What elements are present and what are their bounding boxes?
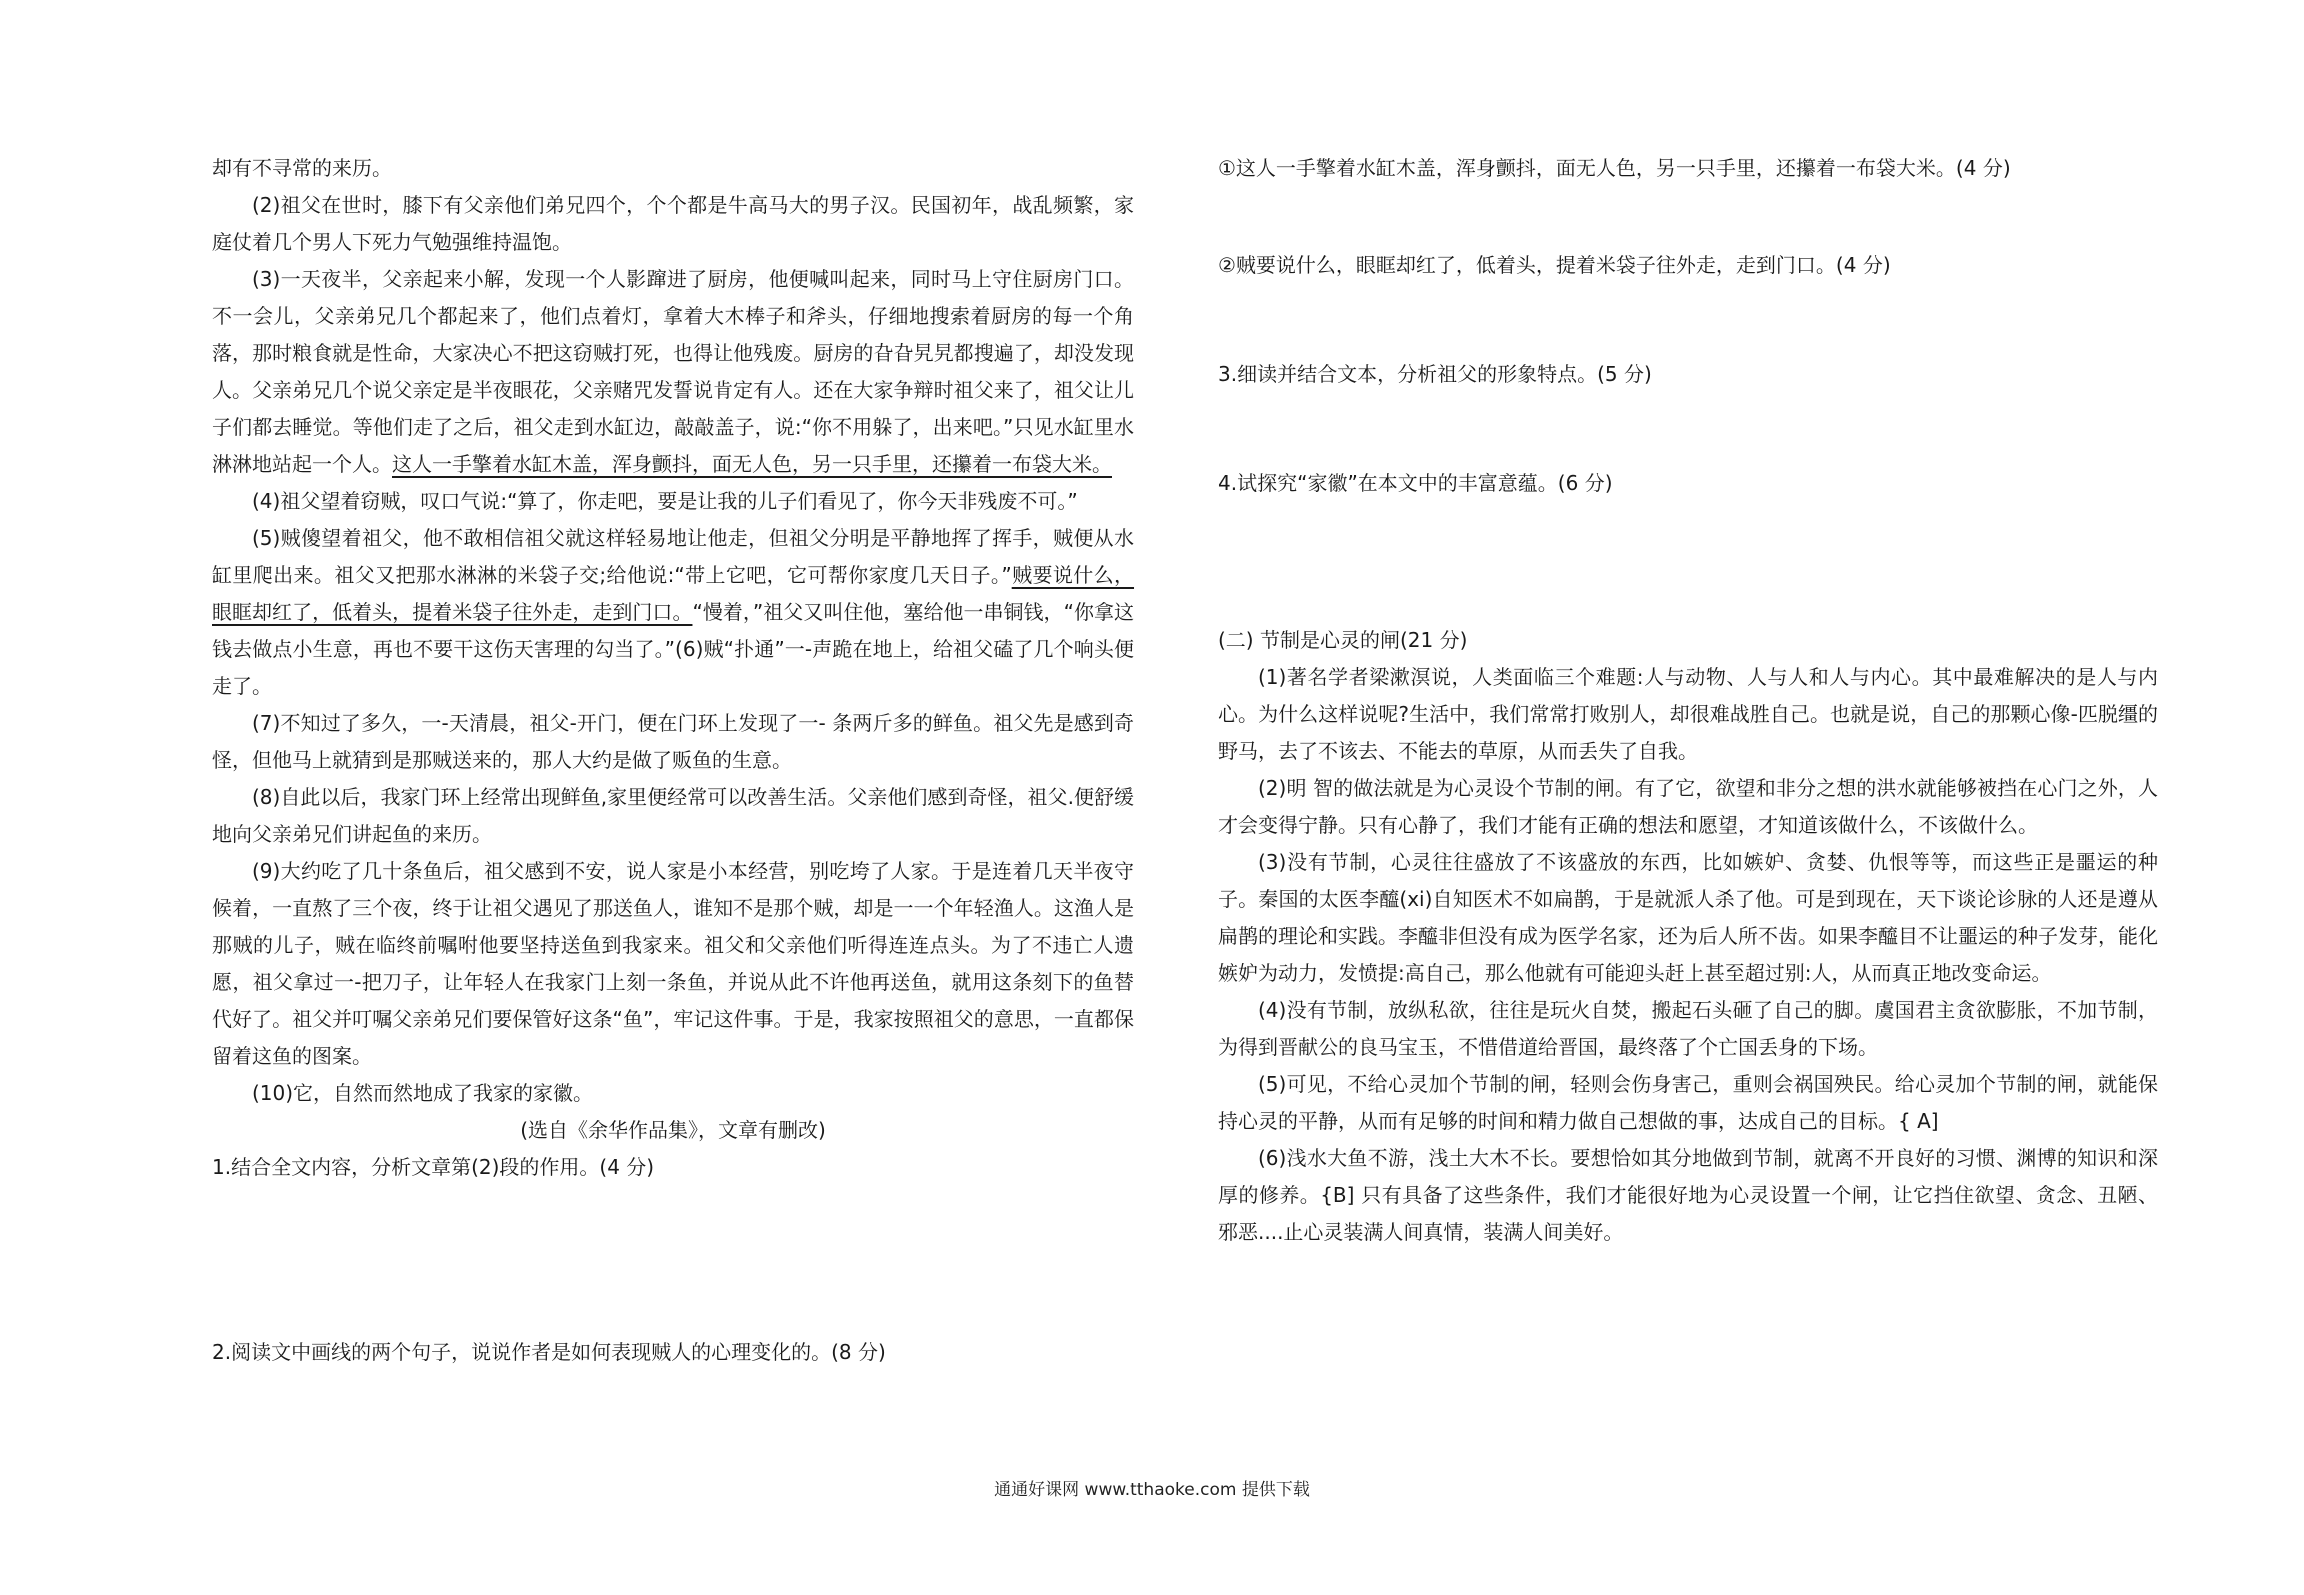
question-1: 1.结合全文内容，分析文章第(2)段的作用。(4 分) bbox=[212, 1155, 655, 1179]
underlined-sentence-2: 贼要说什么，眼眶却红了，低着头，提着米袋子往外走，走到门口。 bbox=[212, 563, 1135, 624]
reading-paragraph-2: (2)明 智的做法就是为心灵设个节制的闸。有了它，欲望和非分之想的洪水就能够被挡在心门之外，人才会变得宁静。只有心静了，我们才能有正确的想法和愿望，才知道该做什么，不该做什么。 bbox=[1218, 776, 2158, 837]
answer-space-3 bbox=[1218, 393, 2158, 465]
left-column bbox=[212, 150, 1134, 1371]
reading-paragraph-6: (6)浅水大鱼不游，浅土大木不长。要想恰如其分地做到节制，就离不开良好的习惯、渊博的知识和深厚的修养。{B] 只有具备了这些条件，我们才能很好地为心灵设置一个闸，让它挡住欲望、贪念、丑陋、邪恶....止心灵装满人间真情，装满人间美好。 bbox=[1218, 1146, 2158, 1244]
paragraph-5-text-end: “慢着，”祖父又叫住他，塞给他一串铜钱，“你拿这钱去做点小生意，再也不要干这伤天害理的勾当了。”(6)贼“扑通”一-声跪在地上，给祖父磕了几个响头便走了。 bbox=[212, 600, 1134, 698]
paragraph-4: (4)祖父望着窃贼，叹口气说:“算了，你走吧，要是让我的儿子们看见了，你今天非残废不可。” bbox=[252, 489, 1078, 513]
paragraph-8: (8)自此以后，我家门环上经常出现鲜鱼,家里便经常可以改善生活。父亲他们感到奇怪，祖父.便舒缓地向父亲弟兄们讲起鱼的来历。 bbox=[212, 785, 1134, 846]
paragraph-5 bbox=[212, 520, 1134, 705]
reading-paragraph-1: (1)著名学者梁漱溟说，人类面临三个难题:人与动物、人与人和人与内心。其中最难解决的是人与内心。为什么这样说呢?生活中，我们常常打败别人，却很难战胜自己。也就是说，自己的那颗心像-匹脱缰的野马，去了不该去、不能去的草原，从而丢失了自我。 bbox=[1218, 665, 2158, 763]
question-2-sentence-1: ①这人一手擎着水缸木盖，浑身颤抖，面无人色，另一只手里，还攥着一布袋大米。(4 分) bbox=[1218, 156, 2011, 180]
underlined-sentence-1: 这人一手擎着水缸木盖，浑身颤抖，面无人色，另一只手里，还攥着一布袋大米。 bbox=[392, 452, 1112, 476]
section-2-title: (二) 节制是心灵的闸(21 分) bbox=[1218, 628, 1468, 652]
answer-space-2a bbox=[1218, 187, 2158, 247]
answer-space-2b bbox=[1218, 284, 2158, 356]
paragraph-2: (2)祖父在世时，膝下有父亲他们弟兄四个，个个都是牛高马大的男子汉。民国初年，战乱频繁，家庭仗着几个男人下死力气勉强维持温饱。 bbox=[212, 193, 1134, 254]
source-note: (选自《余华作品集》，文章有删改) bbox=[520, 1118, 826, 1142]
answer-space-1 bbox=[212, 1186, 1134, 1334]
question-3: 3.细读并结合文本，分析祖父的形象特点。(5 分) bbox=[1218, 362, 1652, 386]
paragraph-10: (10)它，自然而然地成了我家的家徽。 bbox=[252, 1081, 594, 1105]
reading-paragraph-5: (5)可见，不给心灵加个节制的闸，轻则会伤身害己，重则会祸国殃民。给心灵加个节制的闸，就能保持心灵的平静，从而有足够的时间和精力做自己想做的事，达成自己的目标。{ A] bbox=[1218, 1072, 2158, 1133]
paragraph-3-text: (3)一天夜半，父亲起来小解，发现一个人影蹿进了厨房，他便喊叫起来，同时马上守住厨房门口。不一会儿，父亲弟兄几个都起来了，他们点着灯，拿着大木棒子和斧头，仔细地搜索着厨房的每一个角落，那时粮食就是性命，大家决心不把这窃贼打死，也得让他残废。厨房的旮旮旯旯都搜遍了，却没发现人。父亲弟兄几个说父亲定是半夜眼花，父亲赌咒发誓说肯定有人。还在大家争辩时祖父来了，祖父让儿子们都去睡觉。等他们走了之后，祖父走到水缸边，敲敲盖子，说:“你不用躲了，出来吧。”只见水缸里水淋淋地站起一个人。 bbox=[212, 267, 1134, 476]
answer-space-4 bbox=[1218, 502, 2158, 622]
paragraph-7: (7)不知过了多久，一-天清晨，祖父-开门，便在门环上发现了一- 条两斤多的鲜鱼。祖父先是感到奇怪，但他马上就猜到是那贼送来的，那人大约是做了贩鱼的生意。 bbox=[212, 711, 1134, 772]
paragraph-3 bbox=[212, 261, 1134, 483]
right-column bbox=[1218, 150, 2158, 1251]
question-4: 4.试探究“家徽”在本文中的丰富意蕴。(6 分) bbox=[1218, 471, 1613, 495]
paragraph-intro: 却有不寻常的来历。 bbox=[212, 156, 392, 180]
paragraph-9: (9)大约吃了几十条鱼后，祖父感到不安，说人家是小本经营，别吃垮了人家。于是连着几天半夜守候着，一直熬了三个夜，终于让祖父遇见了那送鱼人，谁知不是那个贼，却是一一个年轻渔人。这渔人是那贼的儿子，贼在临终前嘱咐他要坚持送鱼到我家来。祖父和父亲他们听得连连点头。为了不违亡人遗愿，祖父拿过一-把刀子，让年轻人在我家门上刻一条鱼，并说从此不许他再送鱼，就用这条刻下的鱼替代好了。祖父并叮嘱父亲弟兄们要保管好这条“鱼”，牢记这件事。于是，我家按照祖父的意思，一直都保留着这鱼的图案。 bbox=[212, 859, 1134, 1068]
question-2-sentence-2: ②贼要说什么，眼眶却红了，低着头，提着米袋子往外走，走到门口。(4 分) bbox=[1218, 253, 1891, 277]
question-2: 2.阅读文中画线的两个句子，说说作者是如何表现贼人的心理变化的。(8 分) bbox=[212, 1340, 886, 1364]
page-footer: 通通好课网 www.tthaoke.com 提供下载 bbox=[994, 1480, 1310, 1500]
reading-paragraph-4: (4)没有节制，放纵私欲，往往是玩火自焚，搬起石头砸了自己的脚。虞国君主贪欲膨胀，不加节制，为得到晋献公的良马宝玉，不惜借道给晋国，最终落了个亡国丢身的下场。 bbox=[1218, 998, 2158, 1059]
reading-paragraph-3: (3)没有节制，心灵往往盛放了不该盛放的东西，比如嫉妒、贪婪、仇恨等等，而这些正是噩运的种子。秦国的太医李醯(xi)自知医术不如扁鹊，于是就派人杀了他。可是到现在，天下谈论诊脉的人还是遵从扁鹊的理论和实践。李醯非但没有成为医学名家，还为后人所不齿。如果李醯目不让噩运的种子发芽，能化嫉妒为动力，发愤提:高自己，那么他就有可能迎头赶上甚至超过别:人，从而真正地改变命运。 bbox=[1218, 850, 2158, 985]
paragraph-5-text: (5)贼傻望着祖父，他不敢相信祖父就这样轻易地让他走，但祖父分明是平静地挥了挥手，贼便从水缸里爬出来。祖父又把那水淋淋的米袋子交;给他说:“带上它吧，它可帮你家度几天日子。” bbox=[212, 526, 1134, 587]
